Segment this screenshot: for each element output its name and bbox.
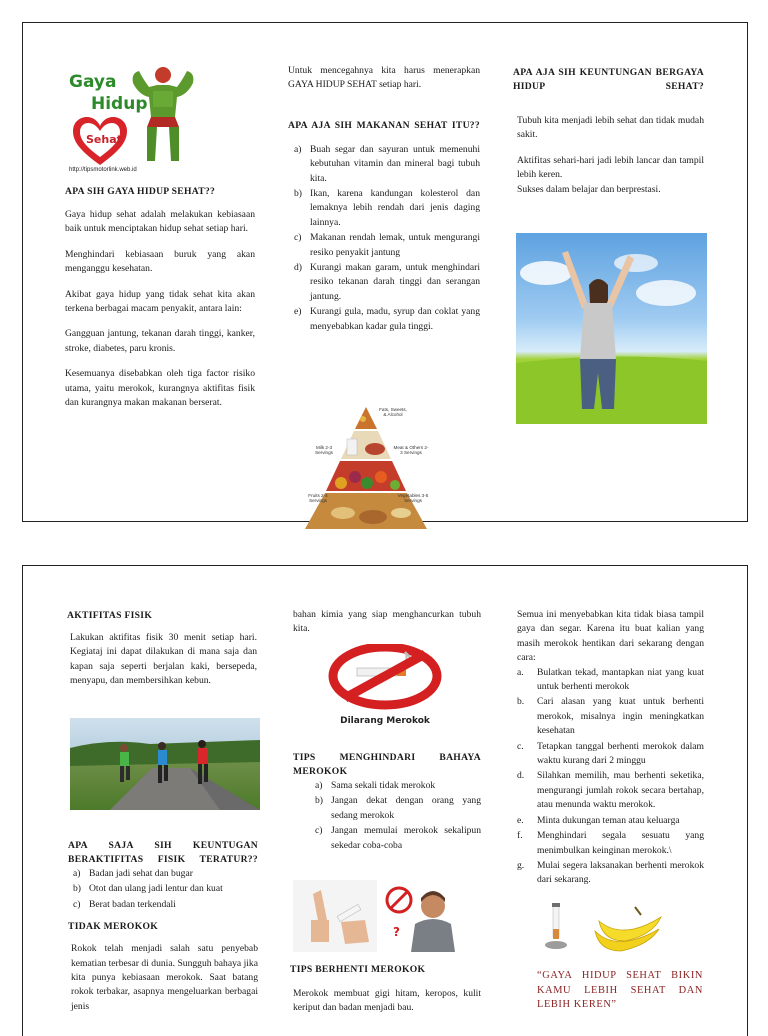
joggers-photo — [70, 718, 260, 810]
list-item: c. Tetapkan tanggal berhenti merokok dalam waktu kurang dari 2 minggu — [517, 740, 704, 767]
list-item: c) Makanan rendah lemak, untuk mengurangi resiko penyakit jantung — [294, 232, 480, 258]
list-marker: d) — [294, 262, 302, 274]
list-marker: c. — [517, 740, 524, 752]
list-marker: c) — [315, 825, 323, 837]
heading-aktifitas-fisik: AKTIFITAS FISIK — [67, 610, 153, 621]
list-item: g. Mulai segera laksanakan berhenti merokok dari sekarang. — [517, 859, 704, 886]
list-marker: d. — [517, 770, 525, 782]
no-smoking-sign — [323, 644, 447, 726]
paragraph: Lakukan aktifitas fisik 30 menit setiap hari. Kegiataj ini dapat dilakukan di mana saja dan kapan saja seperti berjalan kaki, bersepeda, menyapu, dan membersihkan kebun. — [70, 632, 257, 687]
list-marker: a. — [517, 666, 524, 678]
page2-column-3 — [517, 608, 704, 889]
logo-text-hidup: Hidup — [91, 94, 148, 114]
list-marker: c) — [294, 232, 302, 244]
happy-woman-field-photo — [516, 233, 707, 424]
logo-url: http://tipsmotorlink.web.id — [69, 167, 137, 173]
list-marker: a) — [315, 780, 323, 791]
heading-tips-berhenti-merokok: TIPS BERHENTI MEROKOK — [290, 964, 426, 975]
paragraph: Kesemuanya disebabkan oleh tiga factor risiko utama, yaitu merokok, kurangnya aktifitas fisik dan kurangnya makan makanan berserat. — [65, 368, 255, 409]
pyramid-label-vegetables: Vegetables 3-5 Servings — [397, 493, 429, 504]
svg-text:?: ? — [393, 925, 400, 939]
closing-quote: “GAYA HIDUP SEHAT BIKIN KAMU LEBIH SEHAT DAN LEBIH KEREN” — [537, 970, 703, 1010]
list-marker: b) — [73, 883, 81, 895]
list-item: b. Cari alasan yang kuat untuk berhenti merokok, misalnya ingin meningkatkan kesehatan — [517, 696, 704, 737]
page1-column-1 — [65, 63, 255, 421]
intro-paragraph: Untuk mencegahnya kita harus menerapkan GAYA HIDUP SEHAT setiap hari. — [288, 65, 480, 91]
list-item: b) Otot dan ulang jadi lentur dan kuat — [69, 882, 258, 896]
no-smoking-caption: Dilarang Merokok — [340, 716, 430, 726]
no-smoking-icon — [323, 644, 447, 710]
heading-apa-sih-gaya-hidup-sehat: APA SIH GAYA HIDUP SEHAT?? — [65, 186, 216, 197]
heading-keuntungan-aktifitas-fisik: APA SAJA SIH KEUNTUGAN BERAKTIFITAS FISIK TERATUR?? — [68, 840, 258, 865]
list-item: c) Berat badan terkendali — [69, 898, 258, 912]
page2-column-1 — [67, 609, 257, 700]
stop-smoking-photos — [293, 880, 463, 952]
gaya-hidup-sehat-logo — [65, 63, 255, 175]
avoid-smoking-list — [293, 779, 481, 853]
list-item: a) Sama sekali tidak merokok — [311, 779, 481, 793]
list-marker: e) — [294, 306, 302, 318]
page2-column-2 — [293, 608, 481, 648]
cigarette-bananas-image — [537, 901, 669, 959]
paragraph: Merokok membuat gigi hitam, keropos, kulit keriput dan badan menjadi bau. — [293, 988, 481, 1014]
list-marker: b) — [294, 188, 302, 200]
list-marker: a) — [73, 868, 81, 879]
runners-figure — [70, 718, 260, 810]
page2-column-2-bottom — [290, 963, 481, 1027]
paragraph: Gaya hidup sehat adalah melakukan kebiasaan baik untuk menciptakan hidup sehat setiap hari. — [65, 209, 255, 235]
paragraph: Aktifitas sehari-hari jadi lebih lancar dan tampil lebih keren. — [517, 154, 704, 181]
list-item: b) Ikan, karena kandungan kolesterol dan lemaknya lebih rendah dari jenis daging lainnya. — [294, 188, 480, 228]
list-item: d. Silahkan memilih, mau berhenti seketika, mengurangi jumlah rokok secara bertahap, atau menunda waktu merokok. — [517, 770, 704, 811]
pyramid-label-fruits: Fruits 2-4 Servings — [308, 493, 328, 504]
continuation-paragraph: bahan kimia yang siap menghancurkan tubuh kita. — [293, 609, 481, 635]
list-item: e) Kurangi gula, madu, syrup dan coklat yang menyebabkan kadar gula tinggi. — [294, 306, 480, 332]
list-item: d) Kurangi makan garam, untuk menghindari resiko tekanan darah tinggi dan serangan jantung. — [294, 262, 480, 302]
woman-figure — [516, 233, 707, 424]
page1-column-2 — [288, 64, 480, 335]
stop-smoking-illustration — [293, 880, 463, 952]
page2-column-2-lower — [293, 751, 481, 854]
page2-column-1-lower — [68, 839, 258, 1025]
cigarette-bananas-graphic — [537, 901, 669, 959]
paragraph: Sukses dalam belajar dan berprestasi. — [517, 183, 661, 195]
logo-text-sehat: Sehat — [86, 133, 122, 146]
list-item: e. Minta dukungan teman atau keluarga — [517, 814, 704, 828]
heading-tidak-merokok: TIDAK MEROKOK — [68, 921, 158, 933]
logo-text-gaya: Gaya — [69, 72, 117, 92]
intro-paragraph: Semua ini menyebabkan kita tidak biasa tampil gaya dan segar. Karena itu buat kalian yang masih merokok hentikan dari sekarang dengan cara: — [517, 609, 704, 664]
leaflet-page-1 — [22, 22, 748, 522]
list-marker: b. — [517, 696, 525, 708]
list-item: a. Bulatkan tekad, mantapkan niat yang kuat untuk berhenti merokok — [517, 666, 704, 693]
paragraph: Gangguan jantung, tekanan darah tinggi, kanker, stroke, diabetes, paru kronis. — [65, 328, 255, 354]
paragraph: Rokok telah menjadi salah satu penyebab kematian terbesar di dunia. Sungguh bahaya jika kita punya kebiasaan merokok. Saat batang rokok terbakar, asapnya mengeluarkan berbagai jenis — [71, 943, 258, 1012]
food-pyramid-graphic — [303, 405, 429, 543]
list-marker: g. — [517, 859, 525, 871]
leaflet-page-2 — [22, 565, 748, 1036]
paragraph: Akibat gaya hidup yang tidak sehat kita akan terkena berbagai macam penyakit, antara lain: — [65, 288, 255, 315]
list-item: c) Jangan memulai merokok sekalipun sekedar coba-coba — [315, 825, 481, 851]
heading-makanan-sehat: APA AJA SIH MAKANAN SEHAT ITU?? — [288, 119, 480, 131]
heading-tips-menghindari-merokok: TIPS MENGHINDARI BAHAYA MEROKOK — [293, 752, 481, 777]
pyramid-label-meat: Meat & Others 2-3 Servings — [393, 445, 429, 456]
list-marker: b) — [315, 795, 323, 807]
healthy-food-list — [288, 143, 480, 334]
muscle-man-illustration — [127, 65, 199, 165]
quit-smoking-steps-list — [517, 666, 704, 888]
heading-keuntungan-hidup-sehat: APA AJA SIH KEUNTUNGAN BERGAYA HIDUP SEHAT? — [513, 67, 704, 92]
page1-column-3 — [513, 66, 704, 208]
list-marker: a) — [294, 143, 302, 155]
food-pyramid-image — [303, 405, 429, 543]
list-marker: c) — [73, 898, 81, 910]
list-item: a) Buah segar dan sayuran untuk memenuhi kebutuhan vitamin dan mineral bagi tubuh kita. — [294, 143, 480, 184]
list-item: a) Badan jadi sehat dan bugar — [69, 867, 258, 881]
pyramid-label-top: Fats, Sweets, & Alcohol — [379, 407, 407, 418]
paragraph: Menghindari kebiasaan buruk yang akan menganggu kesehatan. — [65, 248, 255, 275]
list-item: b) Jangan dekat dengan orang yang sedang merokok — [315, 795, 481, 821]
list-item: f. Menghindari segala sesuatu yang menimbulkan keinginan merokok.\ — [517, 830, 704, 856]
pyramid-label-milk: Milk 2-3 Servings — [315, 445, 333, 456]
list-marker: f. — [517, 830, 523, 842]
list-marker: e. — [517, 814, 524, 826]
paragraph: Tubuh kita menjadi lebih sehat dan tidak mudah sakit. — [517, 115, 704, 141]
activity-benefits-list — [68, 867, 258, 912]
